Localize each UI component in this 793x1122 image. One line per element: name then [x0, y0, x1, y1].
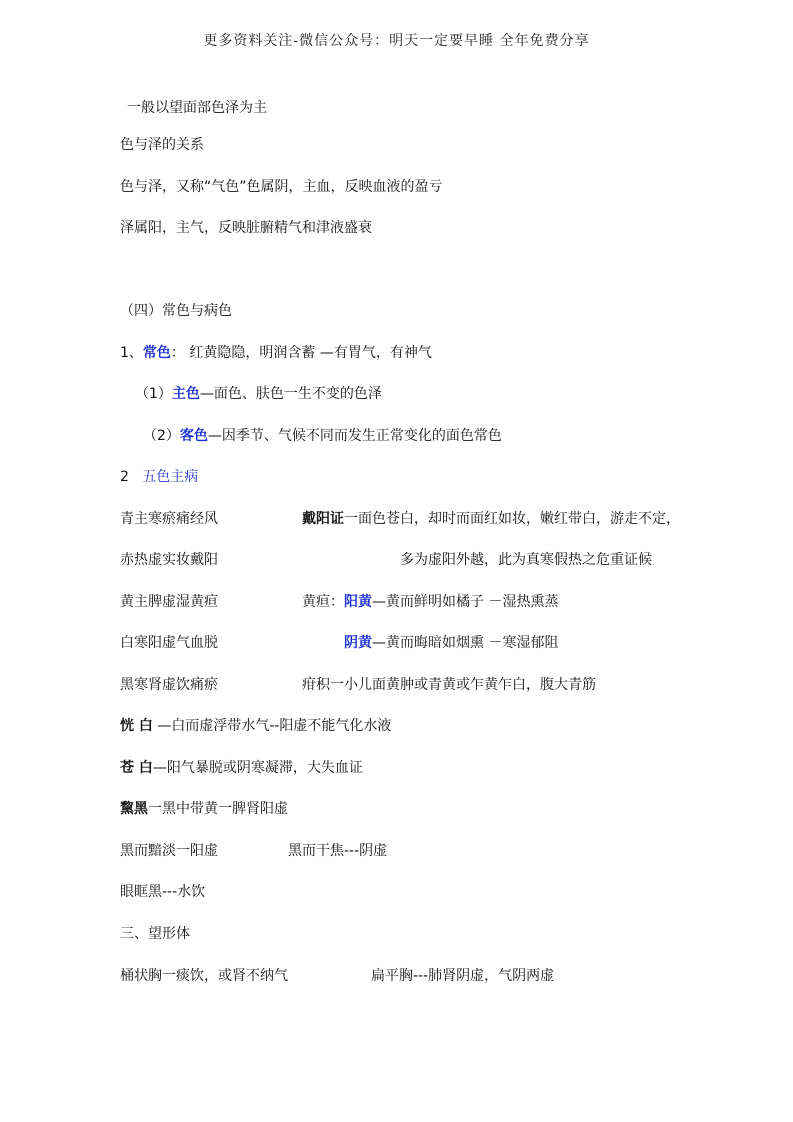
definition: 一面色苍白，却时而面红如妆，嫩红带白，游走不定， [344, 511, 680, 527]
definition: 一黑中带黄一脾肾阳虚 [148, 801, 288, 817]
text-line [120, 758, 363, 778]
item-number: （2） [143, 428, 180, 444]
text-line: 眼眶黑---水饮 [120, 884, 206, 900]
rhyme-line: 白寒阳虚气血脱 [120, 635, 218, 651]
term: 阴黄 [344, 635, 372, 651]
definition: —白而虚浮带水气--阳虚不能气化水液 [152, 718, 392, 734]
term: 苍 白 [120, 760, 153, 776]
definition: —因季节、气候不同而发生正常变化的面色常色 [207, 428, 502, 444]
note-line: 多为虚阳外越，此为真寒假热之危重证候 [400, 552, 652, 568]
rhyme-line: 赤热虚实妆戴阳 [120, 552, 218, 568]
text-line: 一般以望面部色泽为主 [127, 100, 267, 116]
text-line: 桶状胸一痰饮，或肾不纳气 [120, 968, 288, 984]
term: 主色 [171, 386, 200, 402]
term: 阳黄 [344, 594, 372, 610]
note-line [302, 509, 680, 529]
text-line [135, 384, 382, 404]
item-number: 2 [120, 469, 129, 485]
definition: —黄而鲜明如橘子 －湿热熏蒸 [372, 594, 559, 610]
text-line: 色与泽的关系 [120, 137, 204, 153]
definition: —黄而晦暗如烟熏 －寒湿郁阻 [372, 635, 559, 651]
note-line: 疳积一小儿面黄肿或青黄或乍黄乍白，腹大青筋 [302, 677, 596, 693]
page-header: 更多资料关注-微信公众号：明天一定要早睡 全年免费分享 [203, 33, 590, 49]
rhyme-line: 青主寒瘀痛经风 [120, 511, 218, 527]
term: 常色 [142, 345, 171, 361]
text-line [120, 343, 432, 363]
term: 黧黑 [120, 801, 148, 817]
text-line: 黑而干焦---阴虚 [288, 843, 388, 859]
definition: ： 红黄隐隐，明润含蓄 —有胃气，有神气 [170, 345, 432, 361]
text-line: 泽属阳，主气，反映脏腑精气和津液盛衰 [120, 220, 372, 236]
item-number: （1） [135, 386, 172, 402]
note-prefix: 黄疸： [302, 594, 344, 610]
text-line: 扁平胸---肺肾阴虚，气阴两虚 [371, 968, 555, 984]
term: 客色 [179, 428, 208, 444]
note-line [344, 633, 558, 653]
section-heading: 三、望形体 [120, 926, 190, 942]
rhyme-line: 黑寒肾虚饮痛瘀 [120, 677, 218, 693]
term: 恍 白 [120, 718, 153, 734]
definition: —阳气暴脱或阴寒凝滞，大失血证 [152, 760, 363, 776]
section-heading: （四）常色与病色 [120, 303, 232, 319]
term: 戴阳证 [302, 511, 344, 527]
text-line [143, 426, 502, 446]
definition: —面色、肤色一生不变的色泽 [199, 386, 382, 402]
text-line: 黑而黯淡一阳虚 [120, 843, 218, 859]
subheading [120, 467, 198, 487]
text-line: 色与泽，又称“气色”色属阴，主血，反映血液的盈亏 [120, 179, 443, 195]
text-line [120, 799, 288, 819]
note-line [302, 592, 558, 612]
subheading-title: 五色主病 [142, 469, 199, 485]
text-line [120, 716, 391, 736]
rhyme-line: 黄主脾虚湿黄疸 [120, 594, 218, 610]
item-number: 1、 [120, 345, 143, 361]
